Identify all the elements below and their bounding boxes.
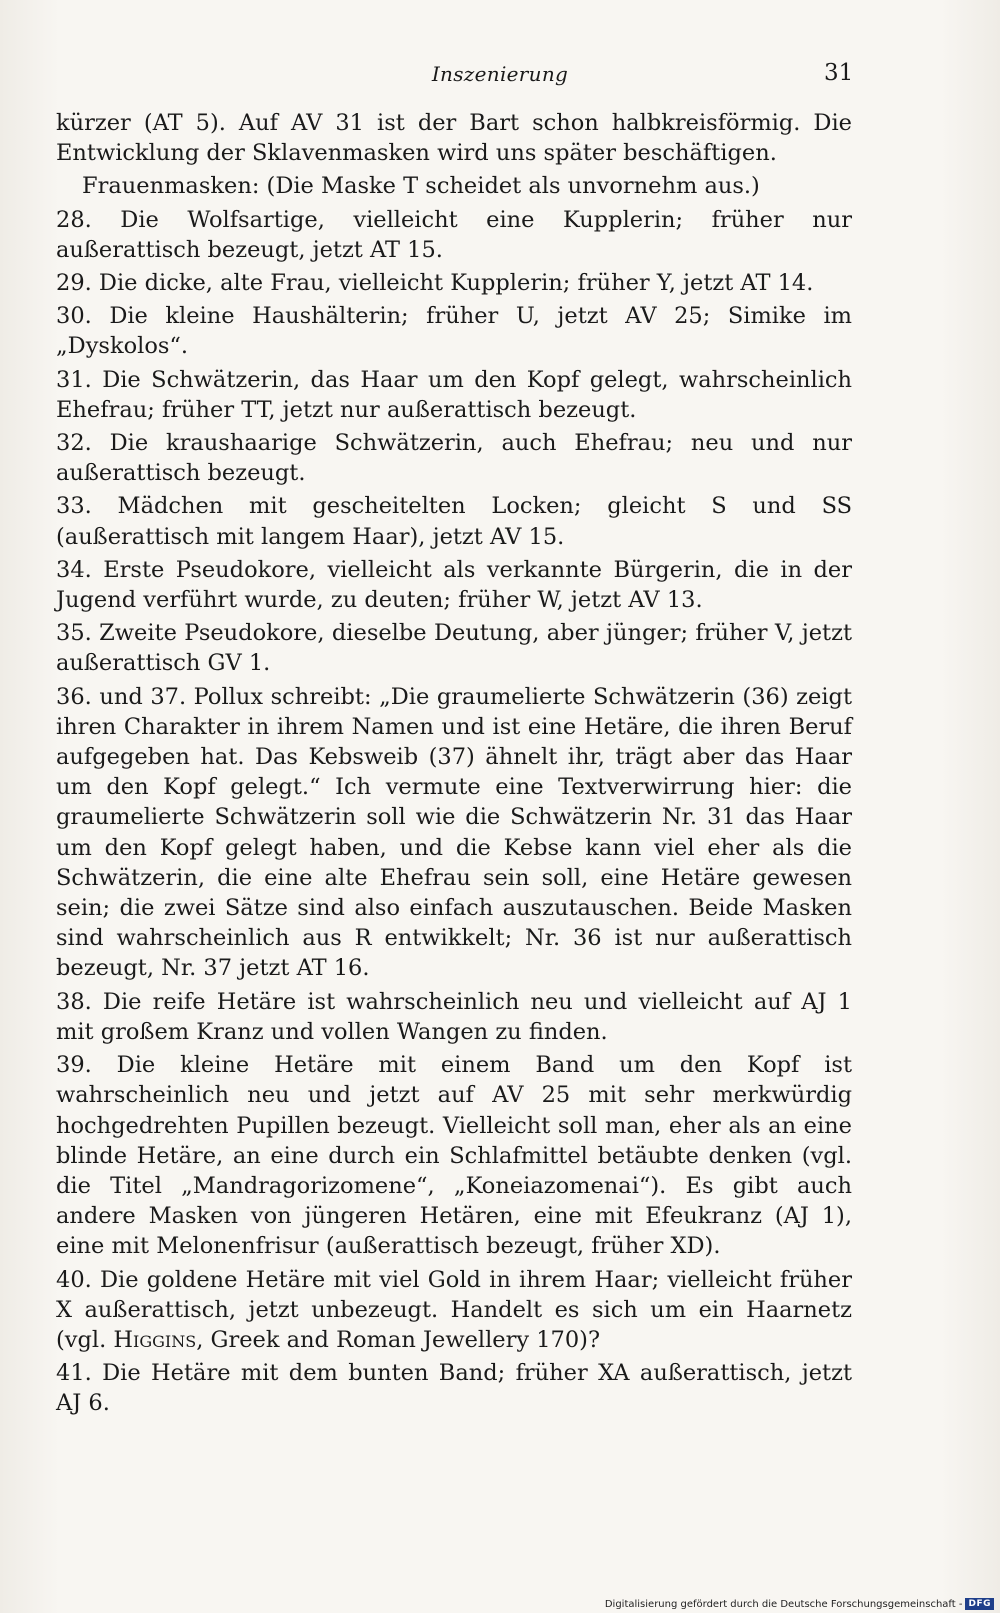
paragraph: 33. Mädchen mit gescheitelten Locken; gleicht S und SS (außerattisch mit langem Haar), jetzt AV 15. <box>56 493 852 550</box>
body-text <box>56 108 852 1422</box>
paragraph: 36. und 37. Pollux schreibt: „Die graumelierte Schwätzerin (36) zeigt ihren Charakter in ihrem Namen und ist eine Hetäre, die ihren Beruf aufgegeben hat. Das Kebsweib (37) ähnelt ihr, trägt aber das Haar um den Kopf gelegt.“ Ich vermute eine Textverwirrung hier: die graumelierte Schwätzerin soll wie die Schwätzerin Nr. 31 das Haar um den Kopf gelegt haben, und die Kebse kann viel eher als die Schwätzerin, die eine alte Ehefrau sein soll, eine Hetäre gewesen sein; die zwei Sätze sind also einfach auszutauschen. Beide Masken sind wahrscheinlich aus R entwikkelt; Nr. 36 ist nur außerattisch bezeugt, Nr. 37 jetzt AT 16. <box>56 683 852 982</box>
footer-text: Digitalisierung gefördert durch die Deutsche Forschungsgemeinschaft - <box>604 1598 963 1610</box>
paragraph: 30. Die kleine Haushälterin; früher U, jetzt AV 25; Simike im „Dyskolos“. <box>56 303 852 360</box>
paragraph: 39. Die kleine Hetäre mit einem Band um den Kopf ist wahrscheinlich neu und jetzt auf AV 25 mit sehr merkwürdig hochgedrehten Pupillen bezeugt. Vielleicht soll man, eher als an eine blinde Hetäre, an eine durch ein Schlafmittel betäubte denken (vgl. die Titel „Mandragorizomene“, „Koneiazomenai“). Es gibt auch andere Masken von jüngeren Hetären, eine mit Efeukranz (AJ 1), eine mit Melonenfrisur (außerattisch bezeugt, früher XD). <box>56 1052 852 1260</box>
running-header: Inszenierung <box>431 62 569 86</box>
paragraph: kürzer (AT 5). Auf AV 31 ist der Bart schon halbkreisförmig. Die Entwicklung der Sklavenmasken wird uns später beschäftigen. <box>56 110 852 167</box>
digitization-footer <box>605 1598 994 1610</box>
paragraph: 41. Die Hetäre mit dem bunten Band; früher XA außerattisch, jetzt AJ 6. <box>56 1360 852 1417</box>
paragraph: 29. Die dicke, alte Frau, vielleicht Kupplerin; früher Y, jetzt AT 14. <box>56 270 814 297</box>
paragraph: 31. Die Schwätzerin, das Haar um den Kopf gelegt, wahrscheinlich Ehefrau; früher TT, jetzt nur außerattisch bezeugt. <box>56 366 852 423</box>
author-name: Higgins <box>113 1326 197 1353</box>
paragraph-text: 40. Die goldene Hetäre mit viel Gold in ihrem Haar; vielleicht früher X außerattisch, jetzt unbezeugt. Handelt es sich um ein Haarnetz (vgl. <box>56 1266 852 1353</box>
paragraph <box>56 1265 852 1356</box>
paragraph: Frauenmasken: (Die Maske T scheidet als unvornehm aus.) <box>82 173 760 200</box>
paragraph: 32. Die kraushaarige Schwätzerin, auch Ehefrau; neu und nur außerattisch bezeugt. <box>56 430 852 487</box>
paragraph-text: , Greek and Roman Jewellery 170)? <box>196 1326 601 1353</box>
paragraph: 35. Zweite Pseudokore, dieselbe Deutung, aber jünger; früher V, jetzt außerattisch GV 1. <box>56 620 852 677</box>
page-number: 31 <box>824 60 854 86</box>
paragraph: 34. Erste Pseudokore, vielleicht als verkannte Bürgerin, die in der Jugend verführt wurde, zu deuten; früher W, jetzt AV 13. <box>56 556 852 614</box>
dfg-logo: DFG <box>965 1598 994 1610</box>
paragraph: 28. Die Wolfsartige, vielleicht eine Kupplerin; früher nur außerattisch bezeugt, jetzt AT 15. <box>56 206 852 263</box>
paragraph: 38. Die reife Hetäre ist wahrscheinlich neu und vielleicht auf AJ 1 mit großem Kranz und vollen Wangen zu finden. <box>56 988 852 1045</box>
